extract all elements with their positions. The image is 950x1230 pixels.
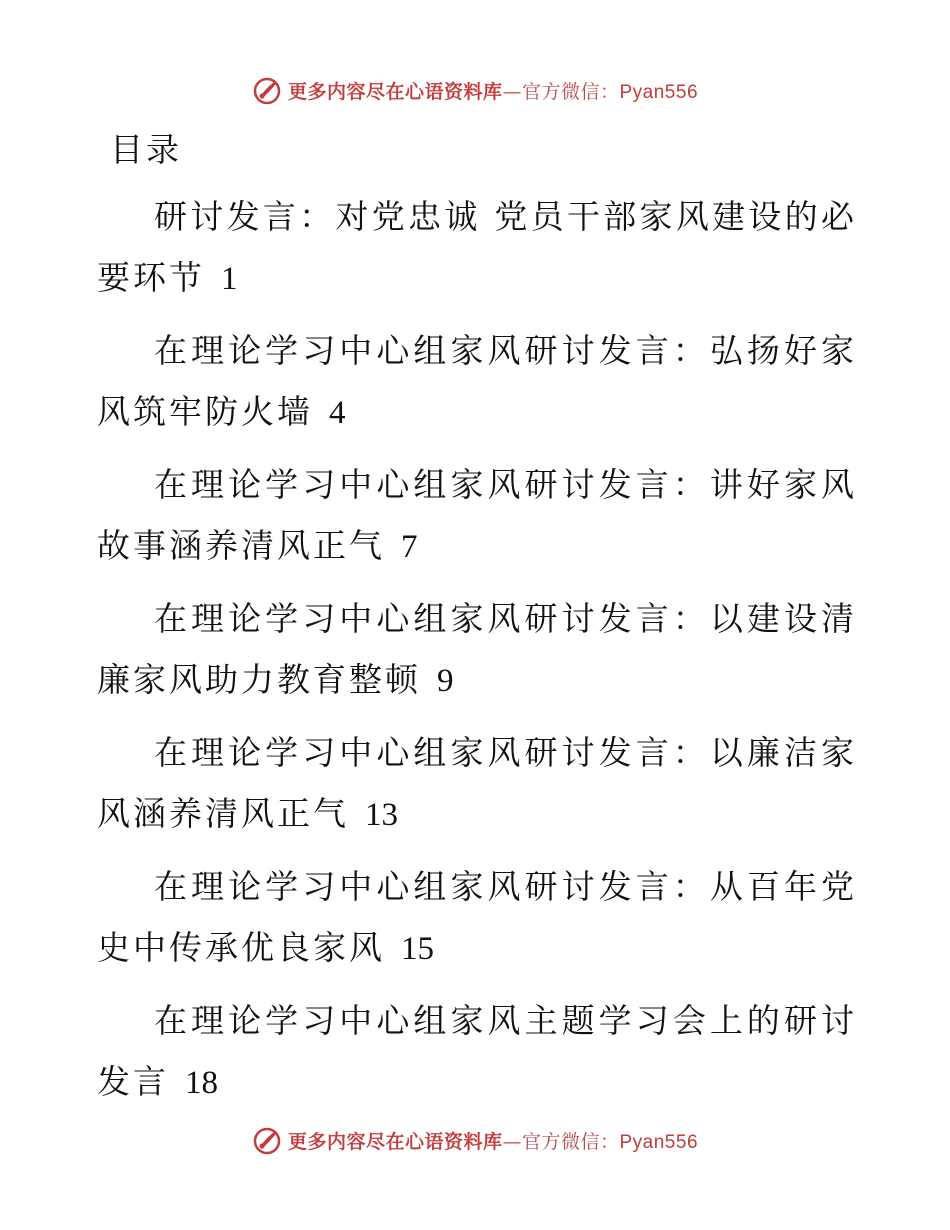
watermark-brand: 更多内容尽在心语资料库 — [287, 80, 503, 103]
watermark-text — [288, 1127, 698, 1154]
watermark-wechat-id: Pyan556 — [619, 1131, 699, 1153]
toc-entry[interactable] — [97, 722, 857, 846]
toc-entry-page-number: 18 — [185, 1065, 218, 1101]
toc-entry-title: 在理论学习中心组家风研讨发言：弘扬好家风筑牢防火墙 — [97, 331, 857, 431]
watermark-separator: — — [502, 1130, 522, 1153]
watermark-wechat-id: Pyan556 — [619, 81, 699, 103]
toc-entry-page-number: 13 — [365, 797, 398, 833]
toc-entry-page-number: 15 — [401, 931, 434, 967]
watermark-brand: 更多内容尽在心语资料库 — [287, 1130, 503, 1153]
toc-entry[interactable] — [97, 990, 857, 1114]
ink-brush-logo-icon — [252, 1125, 282, 1155]
footer-watermark-banner — [0, 1120, 950, 1160]
toc-entry-title: 在理论学习中心组家风研讨发言：讲好家风故事涵养清风正气 — [97, 465, 857, 565]
header-watermark-banner — [0, 70, 950, 110]
watermark-official-label: 官方微信： — [521, 80, 620, 103]
toc-entry-title: 在理论学习中心组家风研讨发言：从百年党史中传承优良家风 — [97, 867, 857, 967]
toc-entry-title: 在理论学习中心组家风主题学习会上的研讨发言 — [97, 1001, 857, 1101]
toc-entry[interactable] — [97, 856, 857, 980]
watermark-separator: — — [502, 80, 522, 103]
ink-brush-logo-icon — [252, 75, 282, 105]
toc-entry-page-number: 1 — [221, 261, 238, 297]
toc-entry-page-number: 4 — [329, 395, 346, 431]
toc-entry[interactable] — [97, 320, 857, 444]
toc-entry-page-number: 9 — [437, 663, 454, 699]
toc-title: 目录 — [110, 130, 182, 169]
watermark-official-label: 官方微信： — [521, 1130, 620, 1153]
toc-entry[interactable] — [97, 588, 857, 712]
toc-entry-title: 在理论学习中心组家风研讨发言：以廉洁家风涵养清风正气 — [97, 733, 857, 833]
toc-entry[interactable] — [97, 186, 857, 310]
toc-entry[interactable] — [97, 454, 857, 578]
toc-entry-title: 研讨发言：对党忠诚 党员干部家风建设的必要环节 — [97, 197, 857, 297]
toc-entry-page-number: 7 — [401, 529, 418, 565]
watermark-text — [288, 77, 698, 104]
table-of-contents — [97, 186, 857, 1124]
toc-entry-title: 在理论学习中心组家风研讨发言：以建设清廉家风助力教育整顿 — [97, 599, 857, 699]
